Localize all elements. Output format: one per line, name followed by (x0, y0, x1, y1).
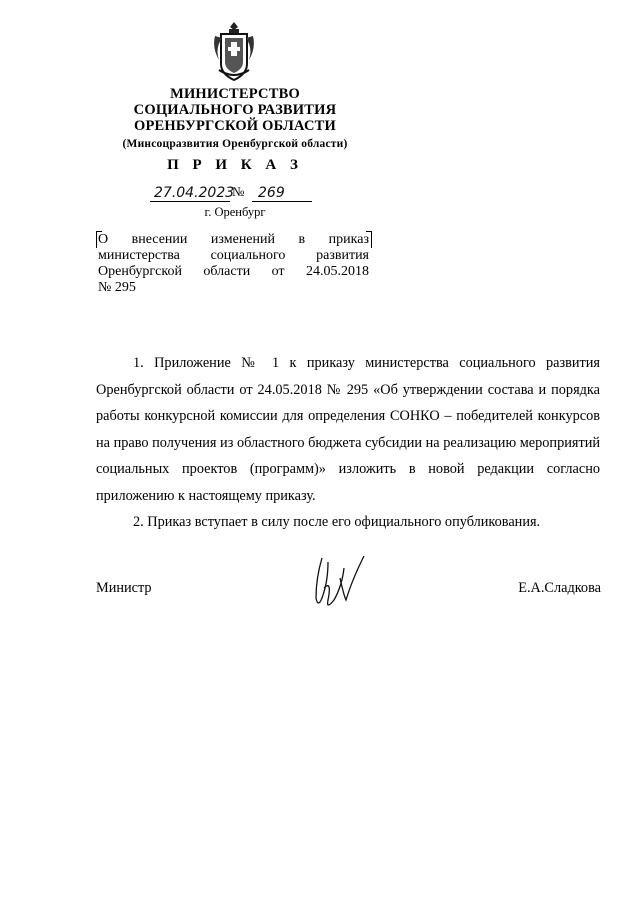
body-paragraph-1: 1. Приложение № 1 к приказу министерства социального развития Оренбургской области от 24.05.2018 № 295 «Об утверждении состава и порядка работы конкурсной комиссии для определения СОНКО – победителей конкурсов на право получения из областного бюджета субсидии на реализацию мероприятий социальных проектов (программ)» изложить в новой редакции согласно приложению к настоящему приказу. (96, 355, 600, 504)
ministry-short-name: (Минсоцразвития Оренбургской области) (122, 138, 348, 150)
subject-line-2: министерства социального развития (98, 248, 369, 263)
order-title: П Р И К А З (167, 157, 303, 173)
order-body (96, 350, 600, 536)
subject-line-3: Оренбургской области от 24.05.2018 (98, 264, 369, 279)
signer-role: Министр (96, 580, 152, 596)
subject-line-4: № 295 (98, 280, 136, 295)
number-underline (252, 201, 312, 202)
order-date-number (150, 182, 320, 204)
coat-of-arms-icon (211, 20, 257, 82)
order-number: 269 (258, 185, 285, 201)
ministry-line-1: МИНИСТЕРСТВО (170, 86, 300, 102)
date-underline (150, 201, 230, 202)
handwritten-signature-icon (300, 548, 380, 618)
order-subject (98, 232, 369, 296)
body-paragraph-2: 2. Приказ вступает в силу после его официального опубликования. (133, 514, 541, 530)
signer-name: Е.А.Сладкова (518, 580, 601, 596)
ministry-line-2: СОЦИАЛЬНОГО РАЗВИТИЯ (133, 102, 337, 118)
order-date: 27.04.2023 (154, 185, 235, 201)
ministry-header (100, 86, 370, 152)
subject-line-1: О внесении изменений в приказ (98, 232, 369, 247)
ministry-line-3: ОРЕНБУРГСКОЙ ОБЛАСТИ (134, 118, 336, 134)
order-city: г. Оренбург (204, 205, 266, 219)
number-sign: № (232, 184, 245, 199)
